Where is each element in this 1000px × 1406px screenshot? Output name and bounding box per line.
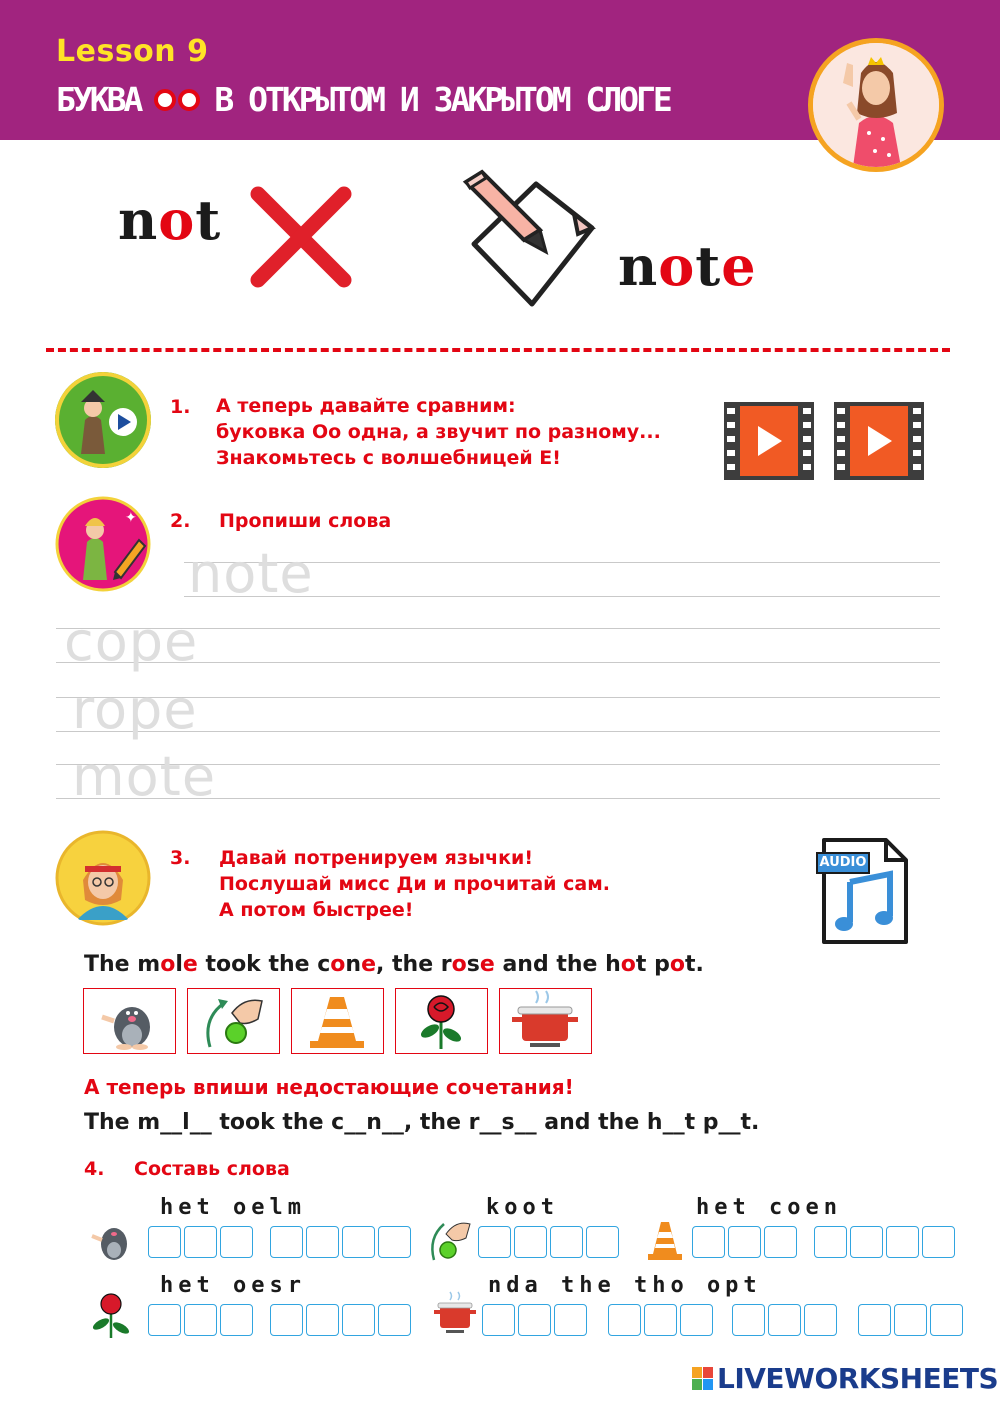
lesson-title xyxy=(56,80,670,119)
scrambled-hint-2: koot xyxy=(486,1195,559,1220)
answer-group xyxy=(270,1226,411,1258)
letter-box[interactable] xyxy=(514,1226,547,1258)
sentence-part: o xyxy=(620,952,636,977)
letter-box[interactable] xyxy=(306,1304,339,1336)
mole-icon xyxy=(84,989,174,1052)
letter-box[interactable] xyxy=(148,1304,181,1336)
section-divider xyxy=(46,348,950,352)
letter-box[interactable] xyxy=(270,1304,303,1336)
miss-d-avatar-icon xyxy=(55,830,151,926)
task-3-line: Послушай мисс Ди и прочитай сам. xyxy=(219,873,610,895)
letter-box[interactable] xyxy=(586,1226,619,1258)
sentence-part: e xyxy=(361,952,376,977)
letter-box[interactable] xyxy=(270,1226,303,1258)
letter-box[interactable] xyxy=(764,1226,797,1258)
task-3-text xyxy=(219,845,610,923)
task-1-line: Знакомьтесь с волшебницей Е! xyxy=(216,447,561,469)
letter-box[interactable] xyxy=(220,1304,253,1336)
letter-box[interactable] xyxy=(814,1226,847,1258)
letter-box[interactable] xyxy=(554,1304,587,1336)
sentence-part: e xyxy=(182,952,198,977)
answer-group xyxy=(692,1226,797,1258)
letter-o-icon xyxy=(154,89,200,111)
letter-box[interactable] xyxy=(858,1304,891,1336)
letter-box[interactable] xyxy=(930,1304,963,1336)
hand-take-icon xyxy=(426,1214,476,1264)
tongue-twister-sentence xyxy=(84,952,704,977)
letter-box[interactable] xyxy=(342,1304,375,1336)
fill-instruction: А теперь впиши недостающие сочетания! xyxy=(84,1075,574,1099)
girl-portrait-icon xyxy=(813,43,939,167)
scrambled-hint-3: het coen xyxy=(696,1195,842,1220)
letter-box[interactable] xyxy=(378,1304,411,1336)
title-part-1: БУКВА xyxy=(56,80,141,119)
sentence-part: t. xyxy=(684,952,704,977)
trace-word-4[interactable]: mote xyxy=(72,745,217,808)
letter-box[interactable] xyxy=(692,1226,725,1258)
task-2-title: Пропиши слова xyxy=(219,510,392,532)
hot-pot-icon xyxy=(500,989,590,1052)
task-4-number: 4. xyxy=(84,1158,105,1180)
sentence-part: s xyxy=(466,952,480,977)
word-note: note xyxy=(618,234,757,298)
scrambled-hint-5: nda the tho opt xyxy=(488,1273,762,1298)
picture-took xyxy=(187,988,280,1054)
task-1-text xyxy=(216,393,661,471)
trace-word-3[interactable]: rope xyxy=(72,678,198,741)
letter-box[interactable] xyxy=(644,1304,677,1336)
letter-box[interactable] xyxy=(378,1226,411,1258)
letter-box[interactable] xyxy=(608,1304,641,1336)
task-1-line: буковка Оо одна, а звучит по разному... xyxy=(216,421,661,443)
liveworksheets-brand: LIVEWORKSHEETS xyxy=(717,1362,999,1395)
letter-box[interactable] xyxy=(732,1304,765,1336)
answer-group xyxy=(814,1226,955,1258)
traffic-cone-icon xyxy=(644,1218,686,1262)
letter-box[interactable] xyxy=(894,1304,927,1336)
letter-box[interactable] xyxy=(728,1226,761,1258)
trace-word-2[interactable]: cope xyxy=(64,610,199,673)
task-4-title: Составь слова xyxy=(134,1158,290,1180)
video-character-icon[interactable] xyxy=(55,372,151,468)
sentence-part: o xyxy=(160,952,176,977)
letter-box[interactable] xyxy=(768,1304,801,1336)
word-not: not xyxy=(118,188,222,252)
letter-box[interactable] xyxy=(478,1226,511,1258)
letter-box[interactable] xyxy=(886,1226,919,1258)
hand-take-icon xyxy=(188,989,278,1052)
sentence-part: The m xyxy=(84,952,161,977)
liveworksheets-logo[interactable] xyxy=(692,1362,998,1395)
audio-label: AUDIO xyxy=(816,852,870,874)
sentence-part: took the c xyxy=(197,952,331,977)
sentence-part: t p xyxy=(635,952,670,977)
task-1-number: 1. xyxy=(170,396,191,418)
answer-group xyxy=(858,1304,963,1336)
traffic-cone-icon xyxy=(292,989,382,1052)
audio-button[interactable] xyxy=(820,836,910,946)
sentence-part: and the h xyxy=(494,952,621,977)
rose-icon xyxy=(86,1290,136,1340)
answer-group xyxy=(148,1304,253,1336)
task-3-line: Давай потренируем язычки! xyxy=(219,847,533,869)
sentence-part: l xyxy=(175,952,183,977)
letter-box[interactable] xyxy=(306,1226,339,1258)
cross-icon xyxy=(246,182,356,292)
teacher-avatar xyxy=(808,38,944,172)
answer-group xyxy=(478,1226,619,1258)
sentence-part: , the r xyxy=(376,952,452,977)
answer-group xyxy=(608,1304,713,1336)
svg-text:✦: ✦ xyxy=(125,510,137,526)
sentence-part: e xyxy=(479,952,495,977)
letter-box[interactable] xyxy=(922,1226,955,1258)
title-part-2: В ОТКРЫТОМ И ЗАКРЫТОМ СЛОГЕ xyxy=(214,80,670,119)
fill-sentence[interactable]: The m__l__ took the c__n__, the r__s__ and the h__t p__t. xyxy=(84,1110,760,1135)
answer-group xyxy=(482,1304,587,1336)
letter-box[interactable] xyxy=(184,1226,217,1258)
mole-icon xyxy=(84,1212,138,1266)
letter-box[interactable] xyxy=(184,1304,217,1336)
task-3-number: 3. xyxy=(170,847,191,869)
letter-box[interactable] xyxy=(220,1226,253,1258)
task-1-line: А теперь давайте сравним: xyxy=(216,395,516,417)
letter-box[interactable] xyxy=(518,1304,551,1336)
picture-cone xyxy=(291,988,384,1054)
task-2-number: 2. xyxy=(170,510,191,532)
answer-group xyxy=(270,1304,411,1336)
letter-box[interactable] xyxy=(342,1226,375,1258)
letter-box[interactable] xyxy=(680,1304,713,1336)
scrambled-hint-4: het oesr xyxy=(160,1273,306,1298)
letter-box[interactable] xyxy=(850,1226,883,1258)
trace-word-1[interactable]: note xyxy=(188,542,314,605)
rose-icon xyxy=(396,989,486,1052)
video-icon[interactable] xyxy=(834,402,924,480)
answer-group xyxy=(732,1304,837,1336)
scrambled-hint-1: het oelm xyxy=(160,1195,306,1220)
picture-rose xyxy=(395,988,488,1054)
liveworksheets-mark-icon xyxy=(692,1367,713,1390)
letter-box[interactable] xyxy=(550,1226,583,1258)
sentence-part: n xyxy=(345,952,362,977)
sentence-part: o xyxy=(669,952,685,977)
note-paper-icon xyxy=(456,168,602,310)
hot-pot-icon xyxy=(430,1290,480,1340)
letter-box[interactable] xyxy=(148,1226,181,1258)
sentence-part: o xyxy=(451,952,467,977)
picture-mole xyxy=(83,988,176,1054)
sentence-part: o xyxy=(330,952,346,977)
picture-pot xyxy=(499,988,592,1054)
letter-box[interactable] xyxy=(482,1304,515,1336)
lesson-number: Lesson 9 xyxy=(56,34,209,69)
video-icon[interactable] xyxy=(724,402,814,480)
answer-group xyxy=(148,1226,253,1258)
task-3-line: А потом быстрее! xyxy=(219,899,414,921)
fairy-pencil-icon xyxy=(55,496,151,592)
letter-box[interactable] xyxy=(804,1304,837,1336)
